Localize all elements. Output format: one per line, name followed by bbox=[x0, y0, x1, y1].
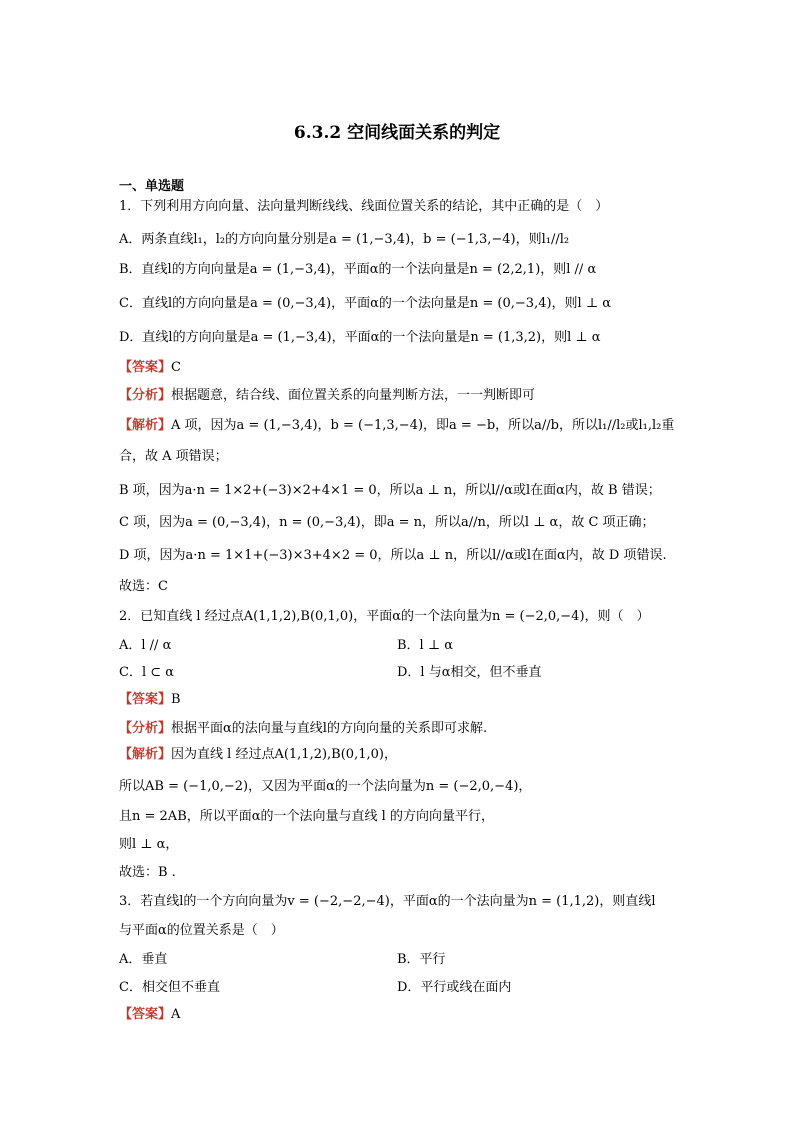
q1-solution-line-2: 合，故 A 项错误； bbox=[119, 449, 228, 464]
q2-answer bbox=[119, 691, 181, 709]
analysis-text: 根据题意，结合线、面位置关系的向量判断方法，一一判断即可 bbox=[171, 388, 536, 403]
q1-stem: 1．下列利用方向向量、法向量判断线线、线面位置关系的结论，其中正确的是（ ） bbox=[119, 199, 609, 214]
q1-answer bbox=[119, 359, 181, 377]
q1-analysis bbox=[119, 387, 535, 405]
q1-option-a: A．两条直线l₁，l₂的方向向量分别是a = (1,−3,4)，b = (−1,3,−4)，则l₁//l₂ bbox=[119, 232, 570, 247]
q1-option-b: B．直线l的方向向量是a = (1,−3,4)，平面α的一个法向量是n = (2,2,1)，则l // α bbox=[119, 262, 597, 277]
solution-tag: 【解析】 bbox=[119, 418, 172, 433]
q1-final: 故选：C bbox=[119, 579, 168, 594]
analysis-tag: 【分析】 bbox=[119, 721, 172, 736]
solution-tag: 【解析】 bbox=[119, 747, 172, 762]
q3-answer bbox=[119, 1006, 180, 1024]
q2-solution-line-4: 则l ⊥ α， bbox=[119, 837, 179, 852]
q3-option-c: C．相交但不垂直 bbox=[119, 980, 220, 995]
solution-text: 因为直线 l 经过点A(1,1,2),B(0,1,0)， bbox=[171, 747, 397, 762]
answer-value: A bbox=[171, 1007, 181, 1022]
q2-stem: 2．已知直线 l 经过点A(1,1,2),B(0,1,0)，平面α的一个法向量为n = (−2,0,−4)，则（ ） bbox=[119, 609, 650, 624]
analysis-text: 根据平面α的法向量与直线l的方向向量的关系即可求解. bbox=[171, 721, 488, 736]
q2-analysis bbox=[119, 720, 487, 738]
answer-tag: 【答案】 bbox=[119, 1007, 172, 1022]
answer-value: B bbox=[171, 692, 181, 707]
answer-tag: 【答案】 bbox=[119, 692, 172, 707]
q2-option-d: D．l 与α相交，但不垂直 bbox=[397, 665, 542, 680]
section-heading: 一、单选题 bbox=[119, 179, 185, 194]
analysis-tag: 【分析】 bbox=[119, 388, 172, 403]
q2-final: 故选：B . bbox=[119, 865, 176, 880]
answer-value: C bbox=[171, 360, 181, 375]
q2-solution-line-3: 且n = 2AB，所以平面α的一个法向量与直线 l 的方向向量平行， bbox=[119, 809, 494, 824]
q2-option-c: C．l ⊂ α bbox=[119, 665, 175, 680]
q2-option-b: B．l ⊥ α bbox=[397, 638, 453, 653]
page-title: 6.3.2 空间线面关系的判定 bbox=[293, 123, 501, 143]
q3-stem-line-1: 3．若直线l的一个方向向量为v = (−2,−2,−4)，平面α的一个法向量为n = (1,1,2)，则直线l bbox=[119, 894, 656, 909]
q2-solution-line-1 bbox=[119, 746, 397, 764]
q1-solution-line-1 bbox=[119, 417, 674, 435]
q1-option-d: D．直线l的方向向量是a = (1,−3,4)，平面α的一个法向量是n = (1,3,2)，则l ⊥ α bbox=[119, 330, 601, 345]
q1-solution-line-4: C 项，因为a = (0,−3,4)，n = (0,−3,4)，即a = n，所以a//n，所以l ⊥ α，故 C 项正确； bbox=[119, 515, 655, 530]
q1-solution-line-3: B 项，因为a·n = 1×2+(−3)×2+4×1 = 0，所以a ⊥ n，所以l//α或l在面α内，故 B 错误； bbox=[119, 483, 661, 498]
q1-solution-line-5: D 项，因为a·n = 1×1+(−3)×3+4×2 = 0，所以a ⊥ n，所以l//α或l在面α内，故 D 项错误. bbox=[119, 548, 667, 563]
q3-option-d: D．平行或线在面内 bbox=[397, 980, 512, 995]
q3-stem-line-2: 与平面α的位置关系是（ ） bbox=[119, 923, 284, 938]
q2-option-a: A．l // α bbox=[119, 638, 172, 653]
q1-option-c: C．直线l的方向向量是a = (0,−3,4)，平面α的一个法向量是n = (0,−3,4)，则l ⊥ α bbox=[119, 296, 611, 311]
q2-solution-line-2: 所以AB = (−1,0,−2)，又因为平面α的一个法向量为n = (−2,0,−4)， bbox=[119, 779, 532, 794]
answer-tag: 【答案】 bbox=[119, 360, 172, 375]
q3-option-b: B．平行 bbox=[397, 952, 446, 967]
q3-option-a: A．垂直 bbox=[119, 952, 168, 967]
solution-text: A 项，因为a = (1,−3,4)，b = (−1,3,−4)，即a = −b，所以a//b，所以l₁//l₂或l₁,l₂重 bbox=[171, 418, 675, 433]
